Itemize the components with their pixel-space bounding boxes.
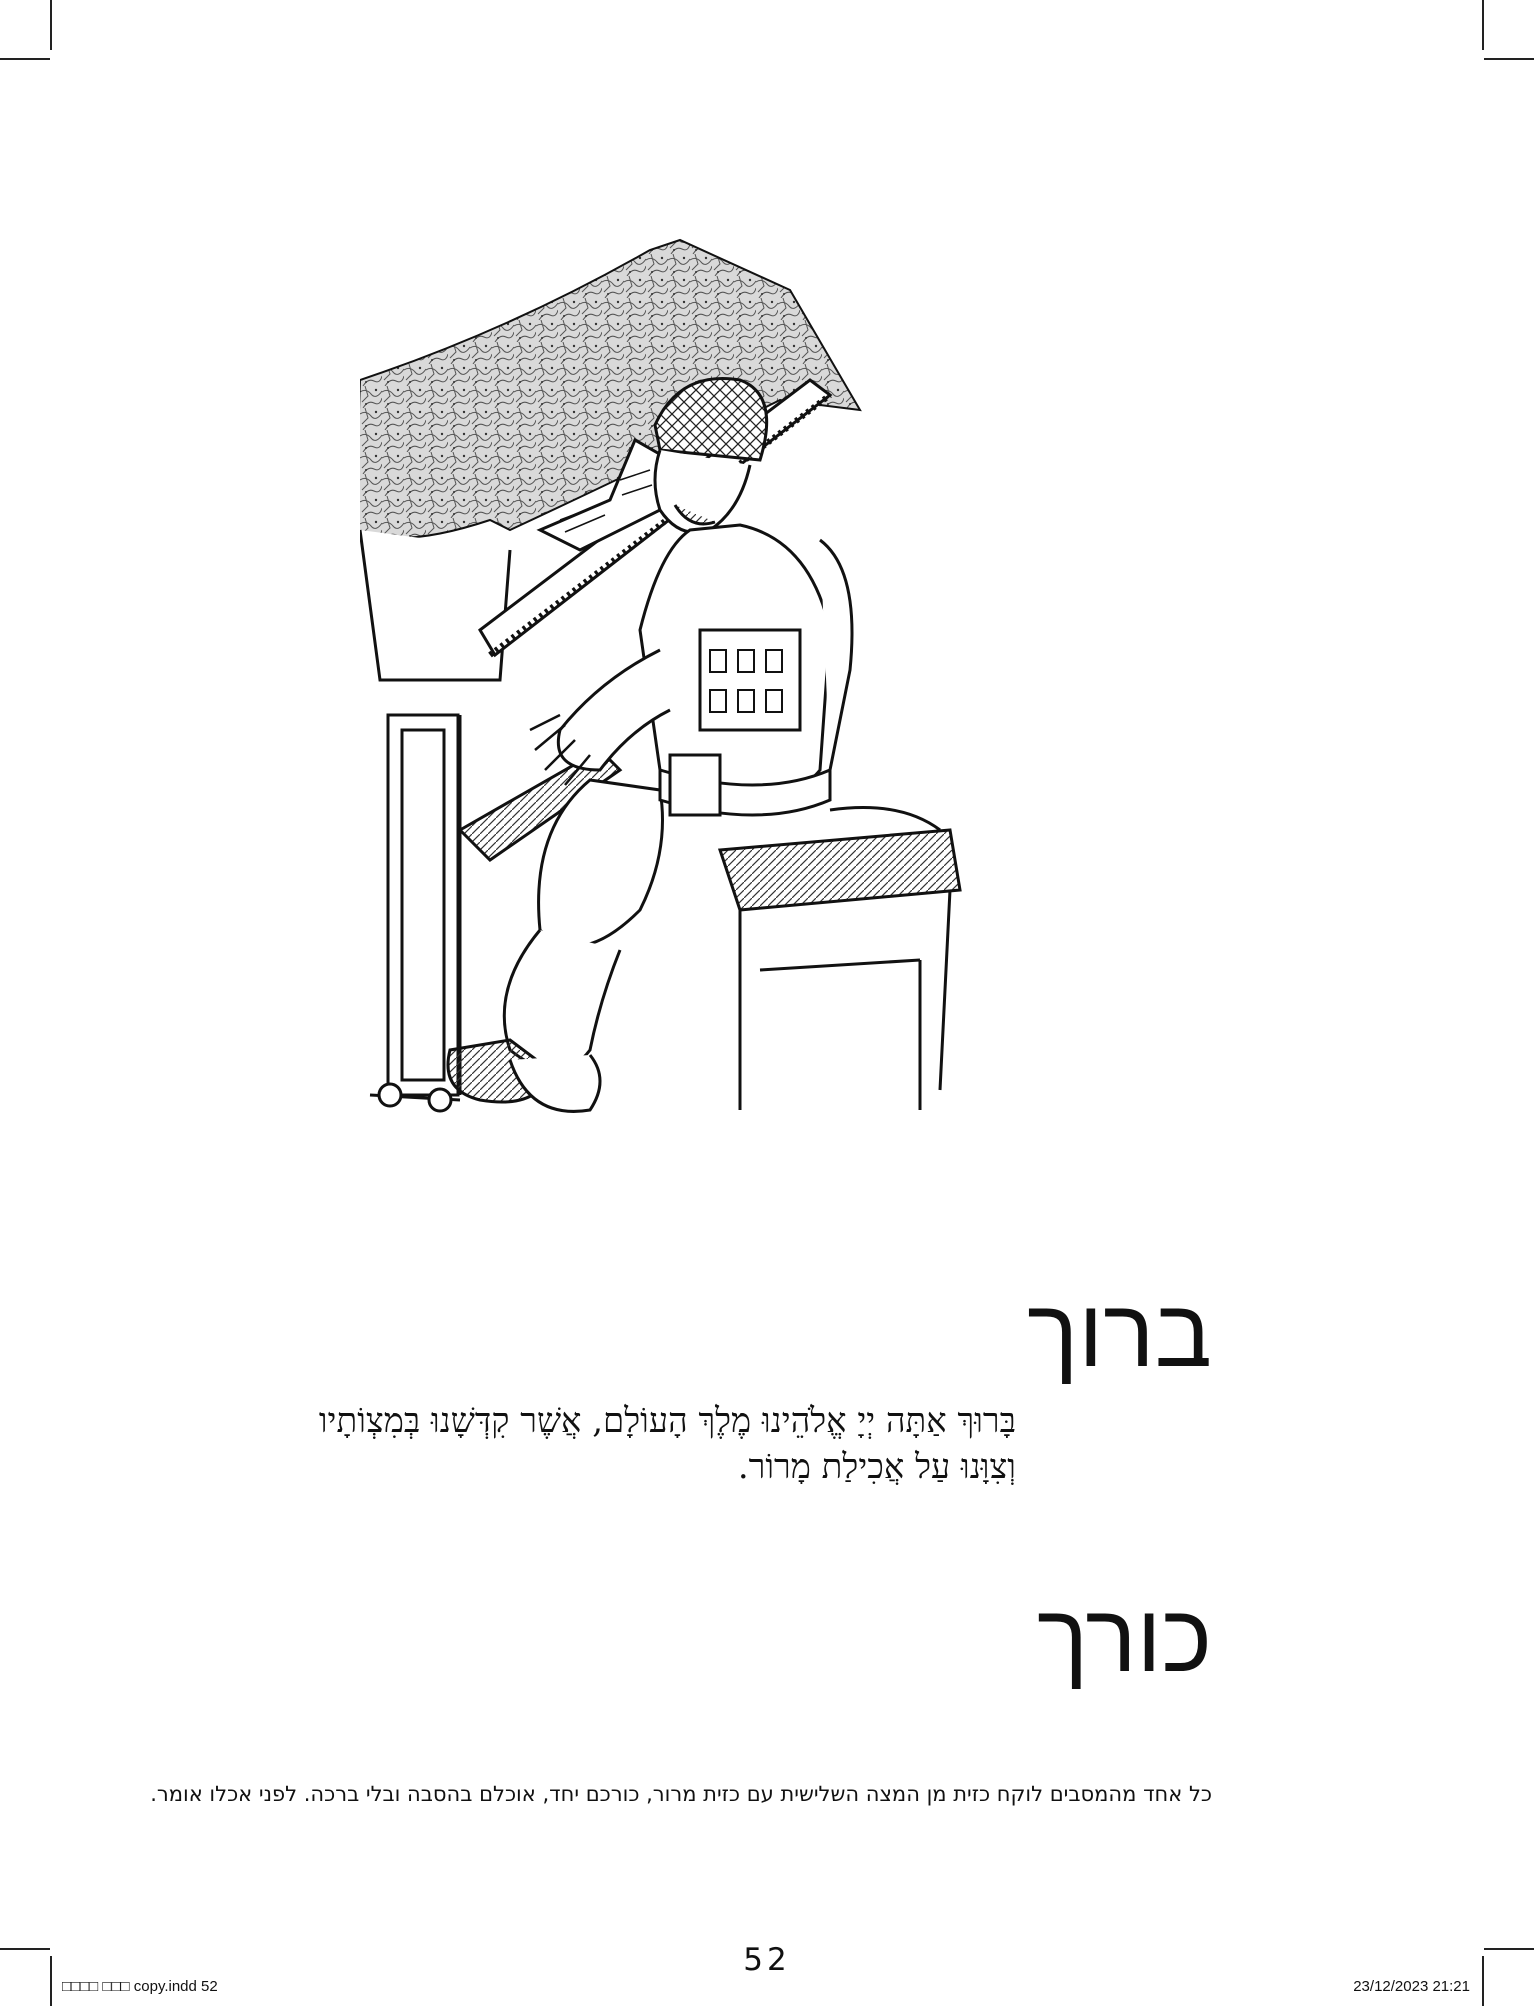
crop-mark — [1482, 0, 1484, 50]
heading-baruch: ברוך — [1027, 1277, 1212, 1389]
heading-korech: כורך — [1036, 1582, 1212, 1694]
crop-mark — [50, 0, 52, 50]
soldier-piano-illustration — [360, 210, 1080, 1180]
slug-file-name: □□□□ □□□ copy.indd 52 — [62, 1978, 218, 1995]
blessing-line: וְצִוָּנוּ עַל אֲכִילַת מָרוֹר. — [737, 1447, 1016, 1487]
slug-date: 23/12/2023 21:21 — [1353, 1978, 1470, 1995]
blessing-text — [246, 1398, 1016, 1490]
blessing-line: בָּרוּךְ אַתָּה יְיָ אֱלֹהֵינוּ מֶלֶךְ הָעוֹלָם, אֲשֶׁר קִדְּשָׁנוּ בְּמִצְוֹתָיו — [318, 1401, 1016, 1441]
instruction-text: כל אחד מהמסבים לוקח כזית מן המצה השלישית עם כזית מרור, כורכם יחד, אוכלם בהסבה ובלי ברכה. לפני אכלו אומר. — [150, 1782, 1212, 1806]
crop-mark — [0, 58, 50, 60]
page-number: 52 — [743, 1942, 791, 1978]
crop-mark — [1484, 58, 1534, 60]
